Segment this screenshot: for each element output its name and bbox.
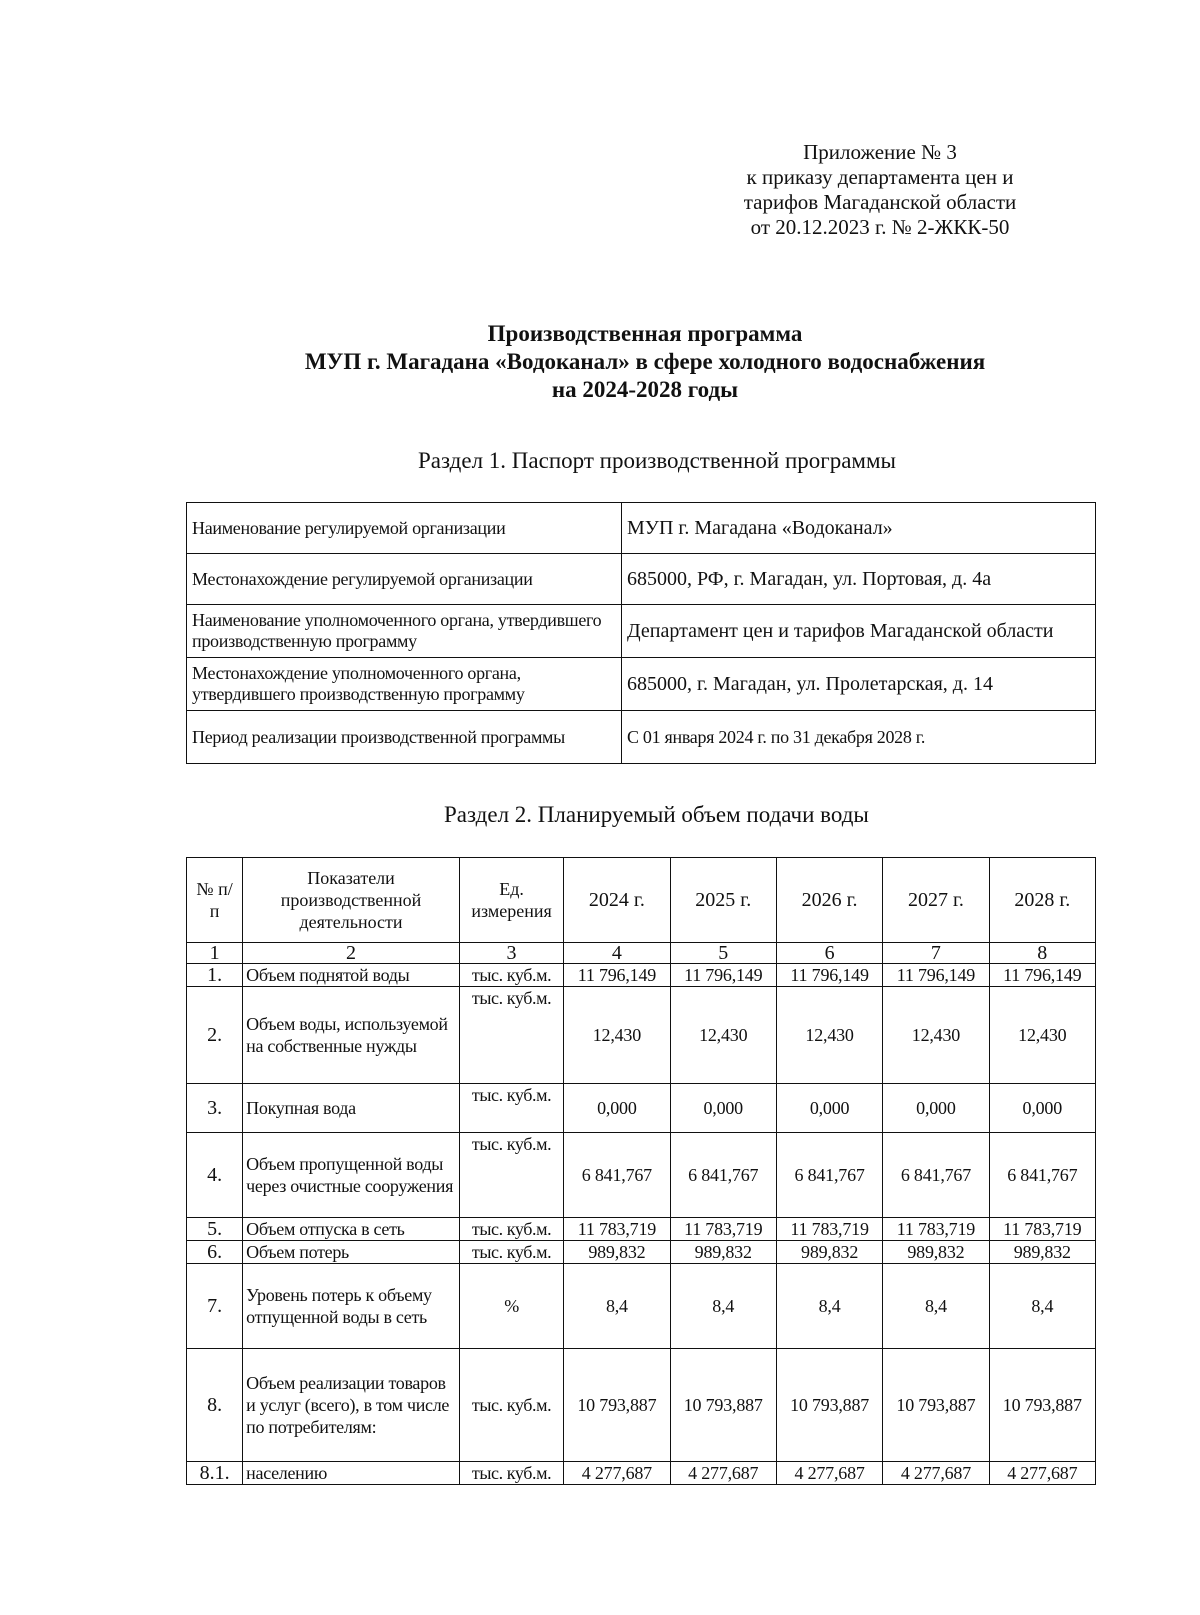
value-cell: 10 793,887 bbox=[989, 1349, 1095, 1462]
table-row bbox=[187, 711, 1096, 764]
table-row bbox=[187, 1349, 1096, 1462]
value-cell: 11 783,719 bbox=[883, 1218, 989, 1241]
value-cell: 11 796,149 bbox=[564, 964, 670, 987]
table-row bbox=[187, 1241, 1096, 1264]
column-index: 7 bbox=[883, 943, 989, 964]
unit-cell: тыс. куб.м. bbox=[459, 987, 563, 1084]
column-header: Ед. измерения bbox=[459, 858, 563, 943]
document-title bbox=[0, 320, 1200, 404]
row-number: 6. bbox=[187, 1241, 243, 1264]
row-number: 1. bbox=[187, 964, 243, 987]
passport-table bbox=[186, 502, 1096, 764]
value-cell: 989,832 bbox=[564, 1241, 670, 1264]
title-line: МУП г. Магадана «Водоканал» в сфере холодного водоснабжения bbox=[304, 349, 986, 374]
value-cell: 8,4 bbox=[776, 1264, 882, 1349]
table-row bbox=[187, 658, 1096, 711]
appendix-header bbox=[700, 140, 1060, 240]
water-volume-table bbox=[186, 857, 1096, 1485]
indicator-name: Покупная вода bbox=[243, 1084, 460, 1133]
indicator-name: Объем потерь bbox=[243, 1241, 460, 1264]
value-cell: 6 841,767 bbox=[776, 1133, 882, 1218]
indicator-name: Уровень потерь к объему отпущенной воды в сеть bbox=[243, 1264, 460, 1349]
value-cell: 11 783,719 bbox=[776, 1218, 882, 1241]
column-header: 2024 г. bbox=[564, 858, 670, 943]
value-cell: 4 277,687 bbox=[564, 1462, 670, 1485]
row-number: 8.1. bbox=[187, 1462, 243, 1485]
value-cell: 4 277,687 bbox=[776, 1462, 882, 1485]
value-cell: 8,4 bbox=[670, 1264, 776, 1349]
indicator-name: Объем поднятой воды bbox=[243, 964, 460, 987]
value-cell: 6 841,767 bbox=[564, 1133, 670, 1218]
value-cell: 10 793,887 bbox=[670, 1349, 776, 1462]
row-number: 7. bbox=[187, 1264, 243, 1349]
indicator-name: населению bbox=[243, 1462, 460, 1485]
section2-heading: Раздел 2. Планируемый объем подачи воды bbox=[444, 802, 869, 827]
value-cell: 10 793,887 bbox=[776, 1349, 882, 1462]
value-cell: 11 783,719 bbox=[670, 1218, 776, 1241]
appendix-line: к приказу департамента цен и bbox=[746, 165, 1014, 189]
row-number: 3. bbox=[187, 1084, 243, 1133]
passport-value: 685000, РФ, г. Магадан, ул. Портовая, д. 4а bbox=[622, 554, 1096, 605]
passport-label: Наименование уполномоченного органа, утвердившего производственную программу bbox=[187, 605, 622, 658]
passport-value: С 01 января 2024 г. по 31 декабря 2028 г. bbox=[622, 711, 1096, 764]
value-cell: 6 841,767 bbox=[883, 1133, 989, 1218]
value-cell: 4 277,687 bbox=[883, 1462, 989, 1485]
row-number: 2. bbox=[187, 987, 243, 1084]
value-cell: 989,832 bbox=[883, 1241, 989, 1264]
value-cell: 11 783,719 bbox=[564, 1218, 670, 1241]
column-header: № п/п bbox=[187, 858, 243, 943]
section1-heading: Раздел 1. Паспорт производственной программы bbox=[418, 448, 896, 473]
table-header-row bbox=[187, 858, 1096, 943]
value-cell: 12,430 bbox=[883, 987, 989, 1084]
table-row bbox=[187, 964, 1096, 987]
row-number: 5. bbox=[187, 1218, 243, 1241]
value-cell: 12,430 bbox=[776, 987, 882, 1084]
title-line: на 2024-2028 годы bbox=[551, 377, 739, 402]
value-cell: 11 783,719 bbox=[989, 1218, 1095, 1241]
column-header: 2025 г. bbox=[670, 858, 776, 943]
passport-value: 685000, г. Магадан, ул. Пролетарская, д. 14 bbox=[622, 658, 1096, 711]
column-header: 2028 г. bbox=[989, 858, 1095, 943]
value-cell: 989,832 bbox=[989, 1241, 1095, 1264]
passport-label: Период реализации производственной программы bbox=[187, 711, 622, 764]
row-number: 8. bbox=[187, 1349, 243, 1462]
value-cell: 12,430 bbox=[670, 987, 776, 1084]
value-cell: 8,4 bbox=[564, 1264, 670, 1349]
table-row bbox=[187, 1133, 1096, 1218]
column-header: 2026 г. bbox=[776, 858, 882, 943]
table-row bbox=[187, 605, 1096, 658]
column-index: 8 bbox=[989, 943, 1095, 964]
column-index: 4 bbox=[564, 943, 670, 964]
indicator-name: Объем реализации товаров и услуг (всего), в том числе по потребителям: bbox=[243, 1349, 460, 1462]
column-index: 2 bbox=[243, 943, 460, 964]
column-index: 6 bbox=[776, 943, 882, 964]
title-line: Производственная программа bbox=[487, 321, 803, 346]
passport-label: Наименование регулируемой организации bbox=[187, 503, 622, 554]
table-row bbox=[187, 554, 1096, 605]
passport-value: МУП г. Магадана «Водоканал» bbox=[622, 503, 1096, 554]
column-index: 1 bbox=[187, 943, 243, 964]
passport-label: Местонахождение уполномоченного органа, утвердившего производственную программу bbox=[187, 658, 622, 711]
unit-cell: тыс. куб.м. bbox=[459, 1349, 563, 1462]
table-row bbox=[187, 503, 1096, 554]
value-cell: 4 277,687 bbox=[670, 1462, 776, 1485]
appendix-line: от 20.12.2023 г. № 2-ЖКК-50 bbox=[750, 215, 1010, 239]
table-row bbox=[187, 1462, 1096, 1485]
value-cell: 0,000 bbox=[776, 1084, 882, 1133]
passport-label: Местонахождение регулируемой организации bbox=[187, 554, 622, 605]
value-cell: 8,4 bbox=[989, 1264, 1095, 1349]
column-index: 5 bbox=[670, 943, 776, 964]
indicator-name: Объем отпуска в сеть bbox=[243, 1218, 460, 1241]
value-cell: 10 793,887 bbox=[564, 1349, 670, 1462]
value-cell: 0,000 bbox=[670, 1084, 776, 1133]
value-cell: 12,430 bbox=[564, 987, 670, 1084]
appendix-line: Приложение № 3 bbox=[803, 140, 957, 164]
unit-cell: тыс. куб.м. bbox=[459, 1133, 563, 1218]
column-header: 2027 г. bbox=[883, 858, 989, 943]
value-cell: 11 796,149 bbox=[883, 964, 989, 987]
table-row bbox=[187, 1218, 1096, 1241]
value-cell: 12,430 bbox=[989, 987, 1095, 1084]
value-cell: 0,000 bbox=[989, 1084, 1095, 1133]
value-cell: 989,832 bbox=[670, 1241, 776, 1264]
value-cell: 0,000 bbox=[883, 1084, 989, 1133]
unit-cell: тыс. куб.м. bbox=[459, 1218, 563, 1241]
value-cell: 6 841,767 bbox=[989, 1133, 1095, 1218]
value-cell: 11 796,149 bbox=[670, 964, 776, 987]
value-cell: 4 277,687 bbox=[989, 1462, 1095, 1485]
unit-cell: тыс. куб.м. bbox=[459, 964, 563, 987]
table-row bbox=[187, 1264, 1096, 1349]
indicator-name: Объем воды, используемой на собственные нужды bbox=[243, 987, 460, 1084]
unit-cell: тыс. куб.м. bbox=[459, 1241, 563, 1264]
table-row bbox=[187, 1084, 1096, 1133]
column-index: 3 bbox=[459, 943, 563, 964]
value-cell: 989,832 bbox=[776, 1241, 882, 1264]
row-number: 4. bbox=[187, 1133, 243, 1218]
indicator-name: Объем пропущенной воды через очистные сооружения bbox=[243, 1133, 460, 1218]
column-header: Показатели производственной деятельности bbox=[243, 858, 460, 943]
value-cell: 6 841,767 bbox=[670, 1133, 776, 1218]
unit-cell: тыс. куб.м. bbox=[459, 1462, 563, 1485]
passport-value: Департамент цен и тарифов Магаданской области bbox=[622, 605, 1096, 658]
unit-cell: тыс. куб.м. bbox=[459, 1084, 563, 1133]
value-cell: 11 796,149 bbox=[776, 964, 882, 987]
table-row bbox=[187, 987, 1096, 1084]
unit-cell: % bbox=[459, 1264, 563, 1349]
value-cell: 0,000 bbox=[564, 1084, 670, 1133]
value-cell: 10 793,887 bbox=[883, 1349, 989, 1462]
appendix-line: тарифов Магаданской области bbox=[743, 190, 1017, 214]
value-cell: 11 796,149 bbox=[989, 964, 1095, 987]
value-cell: 8,4 bbox=[883, 1264, 989, 1349]
column-index-row bbox=[187, 943, 1096, 964]
